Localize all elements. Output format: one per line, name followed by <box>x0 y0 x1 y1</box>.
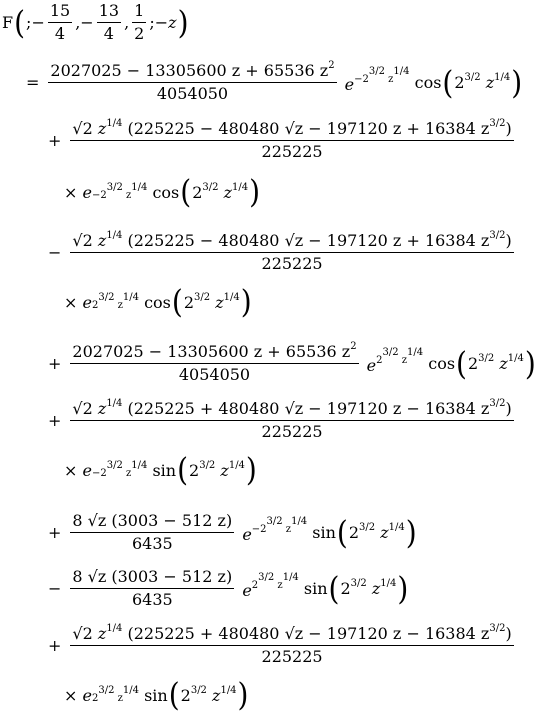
param-b1: $\frac{1}{2}$ <box>134 1 145 43</box>
term-2: + $\frac{√2 z^{1/4} (225225 - 480480 √z - 197120 z + 16384 z^{3/2})}{225225}$ <box>48 118 512 161</box>
param-a2: $\frac{13}{4}$ <box>98 1 120 43</box>
function-name: F <box>2 13 14 32</box>
term-8: + $\frac{√2 z^{1/4} (225225 + 480480 √z - 197120 z - 16384 z^{3/2})}{225225}$ <box>48 623 512 666</box>
poly-fraction: $\frac{2027025 - 13305600 z + 65536 z^2}{4054050}$ <box>50 60 335 103</box>
paren-open: ( <box>14 2 26 41</box>
sqrt-fraction: $\frac{√2 z^{1/4} (225225 - 480480 √z - 197120 z + 16384 z^{3/2})}{225225}$ <box>72 118 512 161</box>
term-8-cont: × e $2^{3/2}$ $z^{1/4}$ sin ( $2^{3/2}$ $z^{1/4}$ ) <box>64 675 249 714</box>
term-7: − $\frac{8 √z (3003 - 512 z)}{6435}$ $e^{2^{3/2} z^{1/4}}$ sin ( $2^{3/2}$ $z^{1/4}$ ) <box>48 567 409 609</box>
term-5-cont: × e $-2^{3/2}$ $z^{1/4}$ sin ( $2^{3/2}$ $z^{1/4}$ ) <box>64 450 257 489</box>
term-4: + $\frac{2027025 - 13305600 z + 65536 z^2}{4054050}$ $e^{2^{3/2} z^{1/4}}$ cos ( $2^{3/2}$ $z^{1/4}$ ) <box>48 341 536 384</box>
argument: −z <box>154 13 177 32</box>
param-a1: $\frac{15}{4}$ <box>49 1 71 43</box>
term-5: + $\frac{√2 z^{1/4} (225225 + 480480 √z - 197120 z - 16384 z^{3/2})}{225225}$ <box>48 398 512 441</box>
term-3-cont: × e $2^{3/2}$ $z^{1/4}$ cos ( $2^{3/2}$ $z^{1/4}$ ) <box>64 282 252 321</box>
formula-lhs: F ( ;− $\frac{15}{4}$ ,− $\frac{13}{4}$ , $\frac{1}{2}$ ; −z ) <box>2 1 189 43</box>
term-6: + $\frac{8 √z (3003 - 512 z)}{6435}$ $e^{-2^{3/2} z^{1/4}}$ sin ( $2^{3/2}$ $z^{1/4}$ ) <box>48 511 417 553</box>
term-3: − $\frac{√2 z^{1/4} (225225 - 480480 √z - 197120 z + 16384 z^{3/2})}{225225}$ <box>48 230 512 273</box>
equals-sign: = <box>26 73 40 92</box>
term-2-cont: × e $-2^{3/2}$ $z^{1/4}$ cos ( $2^{3/2}$ $z^{1/4}$ ) <box>64 172 261 211</box>
term-1: = $\frac{2027025 - 13305600 z + 65536 z^2}{4054050}$ $e^{-2^{3/2} z^{1/4}}$ cos ( $2^{3/2}$ $z^{1/4}$ ) <box>26 60 523 103</box>
